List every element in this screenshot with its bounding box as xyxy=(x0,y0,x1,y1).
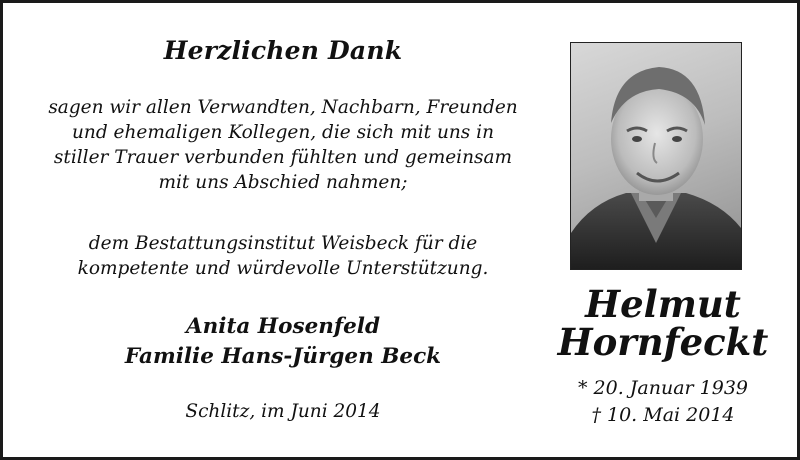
signature-line: Anita Hosenfeld xyxy=(185,314,381,339)
birth-date: * 20. Januar 1939 xyxy=(577,377,749,399)
death-date: † 10. Mai 2014 xyxy=(591,404,735,426)
signature-line: Familie Hans-Jürgen Beck xyxy=(124,344,442,369)
first-name: Helmut xyxy=(585,282,741,326)
thank-you-heading: Herzlichen Dank xyxy=(163,36,403,65)
paragraph-line: kompetente und würdevolle Unterstützung. xyxy=(77,258,489,279)
paragraph-line: stiller Trauer verbunden fühlten und gemeinsam xyxy=(53,147,513,168)
paragraph-line: dem Bestattungsinstitut Weisbeck für die xyxy=(88,233,478,254)
deceased-name xyxy=(551,282,775,364)
funeral-home-paragraph xyxy=(23,231,543,281)
portrait-photo xyxy=(570,42,742,270)
thank-you-paragraph xyxy=(23,95,543,195)
last-name: Hornfeckt xyxy=(557,320,769,364)
paragraph-line: und ehemaligen Kollegen, die sich mit uns in xyxy=(71,122,495,143)
paragraph-line: sagen wir allen Verwandten, Nachbarn, Freunden xyxy=(48,97,518,118)
signatures xyxy=(23,312,543,372)
life-dates xyxy=(551,375,775,429)
paragraph-line: mit uns Abschied nahmen; xyxy=(158,172,408,193)
place-date: Schlitz, im Juni 2014 xyxy=(185,401,381,422)
portrait-illustration xyxy=(571,43,741,269)
